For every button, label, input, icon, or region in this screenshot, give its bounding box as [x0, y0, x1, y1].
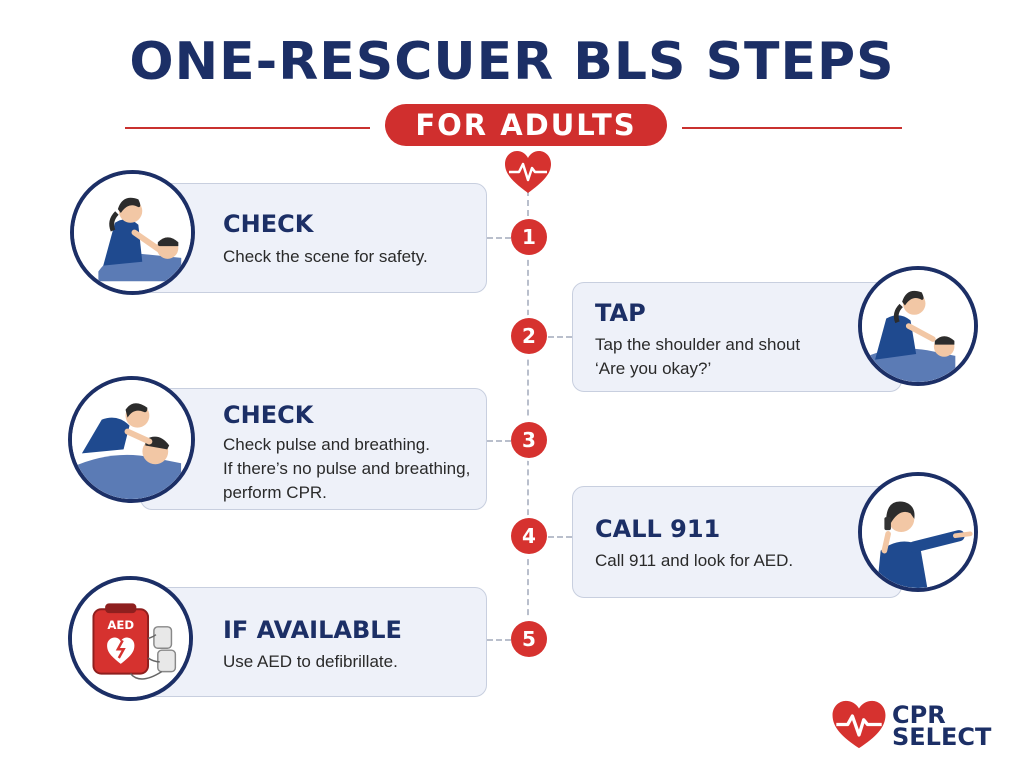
subtitle-divider-left	[125, 127, 370, 129]
aed-device-icon	[68, 576, 193, 701]
step-text-3-line-2: If there’s no pulse and breathing,	[223, 459, 471, 478]
logo-line-2: SELECT	[892, 723, 992, 751]
step-title-2: TAP	[595, 299, 646, 327]
step-text-5	[223, 650, 398, 674]
step-text-2	[595, 333, 800, 381]
step-number-4: 4	[511, 518, 547, 554]
step-text-2-line-1: Tap the shoulder and shout	[595, 335, 801, 354]
aed-label: AED	[107, 617, 135, 632]
step-text-4	[595, 549, 793, 573]
connector-1	[487, 237, 511, 239]
step-text-1-line-1: Check the scene for safety.	[223, 247, 428, 266]
cpr-select-logo	[830, 695, 1010, 755]
step-text-3	[223, 433, 470, 505]
rescuer-checking-pulse-icon	[68, 376, 195, 503]
step-text-3-line-3: perform CPR.	[223, 483, 327, 502]
page-title: ONE-RESCUER BLS STEPS	[129, 32, 895, 92]
step-number-1: 1	[511, 219, 547, 255]
step-text-2-line-2: ‘Are you okay?’	[595, 359, 712, 378]
step-number-2: 2	[511, 318, 547, 354]
subtitle-badge: FOR ADULTS	[385, 104, 667, 146]
step-number-3: 3	[511, 422, 547, 458]
rescuer-tapping-shoulder-icon	[858, 266, 978, 386]
step-title-3: CHECK	[223, 401, 314, 429]
connector-2	[548, 336, 572, 338]
step-title-4: CALL 911	[595, 515, 721, 543]
connector-3	[487, 440, 511, 442]
logo-line-1: CPR	[892, 701, 946, 729]
step-card-2	[572, 282, 902, 392]
step-text-4-line-1: Call 911 and look for AED.	[595, 551, 794, 570]
timeline-line	[527, 190, 529, 645]
step-number-5: 5	[511, 621, 547, 657]
heart-pulse-icon	[503, 150, 553, 195]
subtitle-divider-right	[682, 127, 902, 129]
step-card-4	[572, 486, 902, 598]
heart-pulse-logo-icon	[830, 699, 888, 751]
step-text-3-line-1: Check pulse and breathing.	[223, 435, 430, 454]
step-text-1	[223, 245, 428, 269]
connector-4	[548, 536, 572, 538]
step-title-5: IF AVAILABLE	[223, 616, 402, 644]
person-calling-pointing-icon	[858, 472, 978, 592]
rescuer-kneeling-by-victim-icon	[70, 170, 195, 295]
step-text-5-line-1: Use AED to defibrillate.	[223, 652, 398, 671]
connector-5	[487, 639, 511, 641]
step-title-1: CHECK	[223, 210, 314, 238]
